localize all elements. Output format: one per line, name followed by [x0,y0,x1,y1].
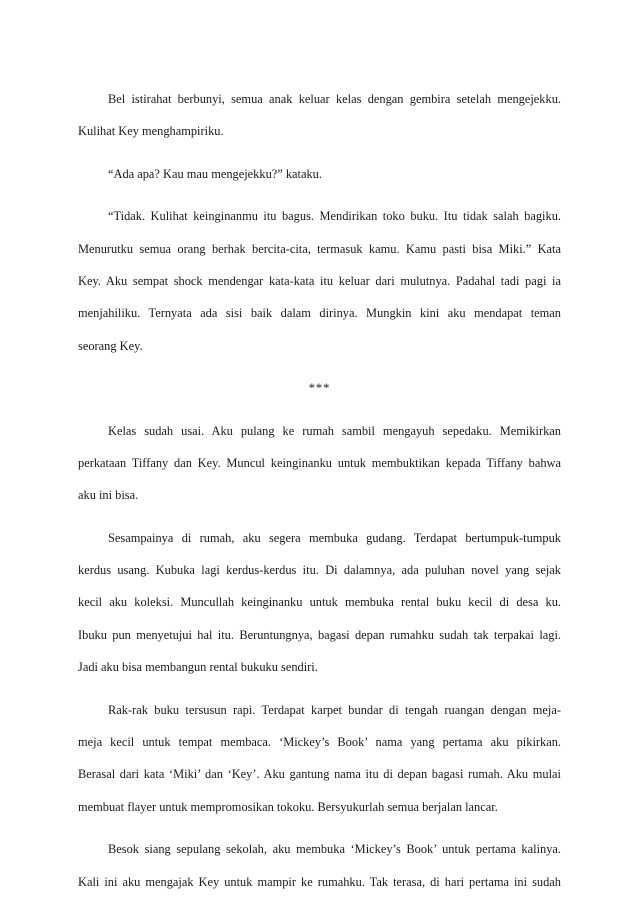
paragraph-4 [78,415,561,512]
paragraph-5 [78,522,561,684]
paragraph-1 [78,83,561,148]
text-line: Key. Aku sempat shock mendengar kata-kata itu keluar dari mulutnya. Padahal tadi pagi ia [78,273,561,288]
text-line: Jadi aku bisa membangun rental bukuku sendiri. [78,660,318,675]
text-line: kecil aku koleksi. Muncullah keinginanku untuk membuka rental buku kecil di desa ku. [78,595,561,610]
text-line: membuat flayer untuk mempromosikan tokoku. Bersyukurlah semua berjalan lancar. [78,799,498,814]
text-line: seorang Key. [78,338,143,353]
text-line: meja kecil untuk tempat membaca. ‘Mickey’s Book’ nama yang pertama aku pikirkan. [78,735,561,750]
text-line: “Tidak. Kulihat keinginanmu itu bagus. Mendirikan toko buku. Itu tidak salah bagiku. [108,209,561,224]
text-line: “Ada apa? Kau mau mengejekku?” kataku. [108,166,322,181]
text-line: Ibuku pun menyetujui hal itu. Beruntungnya, bagasi depan rumahku sudah tak terpakai lagi. [78,627,561,642]
text-line: Menurutku semua orang berhak bercita-cita, termasuk kamu. Kamu pasti bisa Miki.” Kata [78,241,561,256]
paragraph-6 [78,694,561,824]
text-line: kerdus usang. Kubuka lagi kerdus-kerdus itu. Di dalamnya, ada puluhan novel yang sejak [78,563,561,578]
text-line: Kelas sudah usai. Aku pulang ke rumah sambil mengayuh sepedaku. Memikirkan [108,423,561,438]
text-line: Kali ini aku mengajak Key untuk mampir ke rumahku. Tak terasa, di hari pertama ini sudah [78,874,561,889]
text-line: Sesampainya di rumah, aku segera membuka gudang. Terdapat bertumpuk-tumpuk [108,530,561,545]
text-line: Bel istirahat berbunyi, semua anak keluar kelas dengan gembira setelah mengejekku. [108,92,561,106]
paragraph-3 [78,200,561,362]
text-line: Berasal dari kata ‘Miki’ dan ‘Key’. Aku gantung nama itu di depan bagasi rumah. Aku mulai [78,767,561,782]
text-line: aku ini bisa. [78,488,139,503]
text-line: Kulihat Key menghampiriku. [78,124,224,139]
text-line: perkataan Tiffany dan Key. Muncul keinginanku untuk membuktikan kepada Tiffany bahwa [78,455,561,470]
paragraph-2 [78,158,561,190]
text-line: menjahiliku. Ternyata ada sisi baik dalam dirinya. Mungkin kini aku mendapat teman [78,306,561,321]
text-line: Besok siang sepulang sekolah, aku membuka ‘Mickey’s Book’ untuk pertama kalinya. [108,842,561,857]
document-body [78,83,561,898]
section-separator: *** [308,381,331,396]
text-line: Rak-rak buku tersusun rapi. Terdapat karpet bundar di tengah ruangan dengan meja- [108,702,561,717]
paragraph-7 [78,833,561,898]
